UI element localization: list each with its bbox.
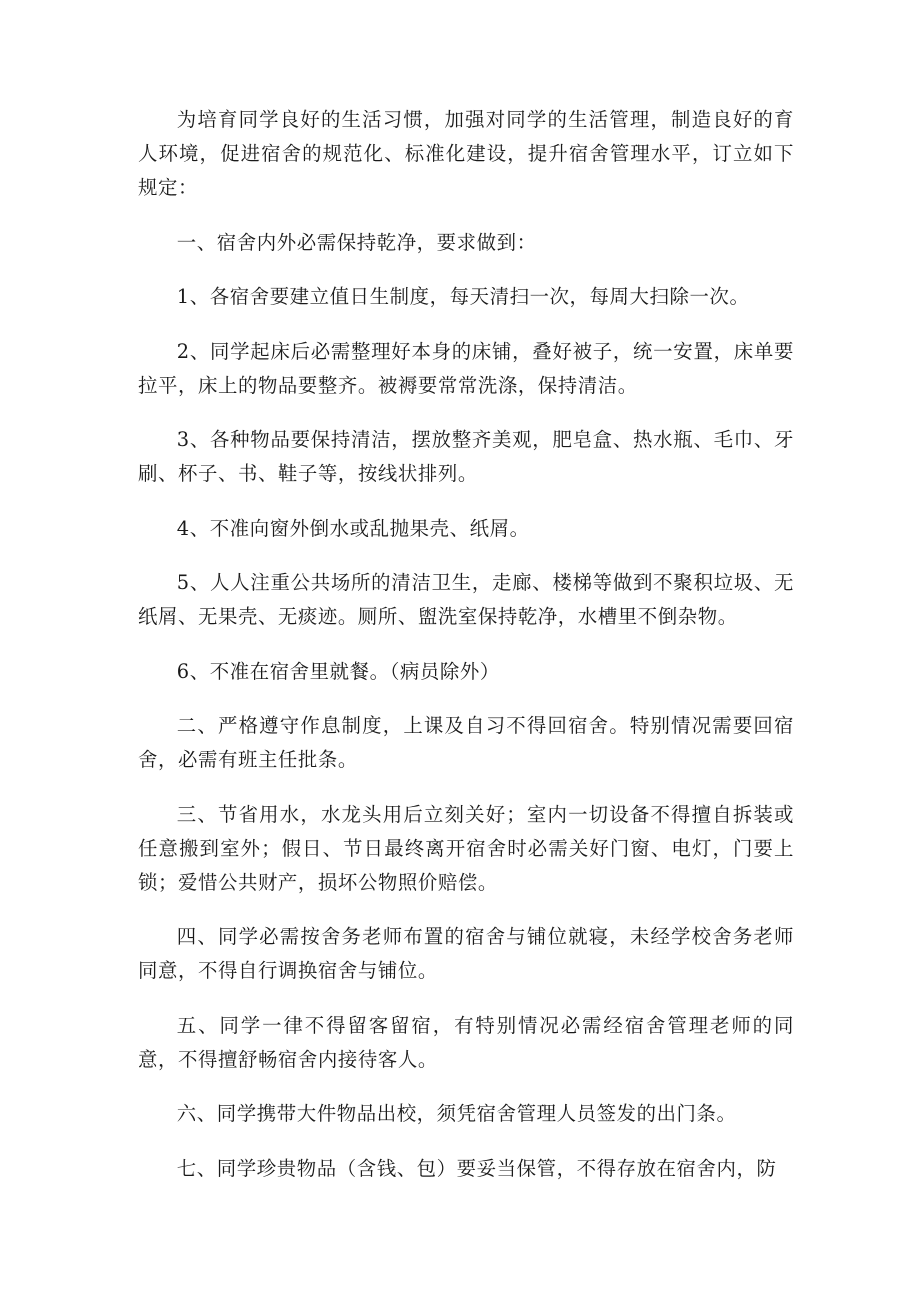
paragraph-item-6: 6、不准在宿舍里就餐。（病员除外） xyxy=(176,659,500,683)
paragraph-section-3: 三、节省用水，水龙头用后立刻关好；室内一切设备不得擅自拆装或任意搬到室外；假日、节日最终离开宿舍时必需关好门窗、电灯，门要上锁；爱惜公共财产，损坏公物照价赔偿。 xyxy=(138,802,794,894)
paragraph-section-2: 二、严格遵守作息制度，上课及自习不得回宿舍。特别情况需要回宿舍，必需有班主任批条。 xyxy=(138,714,794,771)
paragraph-item-5: 5、人人注重公共场所的清洁卫生，走廊、楼梯等做到不聚积垃圾、无纸屑、无果壳、无痰迹。厕所、盥洗室保持乾净，水槽里不倒杂物。 xyxy=(138,571,794,628)
paragraph-item-3: 3、各种物品要保持清洁，摆放整齐美观，肥皂盒、热水瓶、毛巾、牙刷、杯子、书、鞋子等，按线状排列。 xyxy=(138,428,794,485)
paragraph-section-6: 六、同学携带大件物品出校，须凭宿舍管理人员签发的出门条。 xyxy=(176,1102,737,1125)
paragraph-item-1: 1、各宿舍要建立值日生制度，每天清扫一次，每周大扫除一次。 xyxy=(176,285,750,308)
paragraph-section-7: 七、同学珍贵物品（含钱、包）要妥当保管，不得存放在宿舍内，防 xyxy=(176,1156,777,1180)
paragraph-section-5: 五、同学一律不得留客留宿，有特别情况必需经宿舍管理老师的同意，不得擅舒畅宿舍内接待客人。 xyxy=(138,1013,794,1071)
paragraph-section-1: 一、宿舍内外必需保持乾净，要求做到： xyxy=(176,230,537,254)
paragraph-item-4: 4、不准向窗外倒水或乱抛果壳、纸屑。 xyxy=(176,516,530,540)
paragraph-item-2: 2、同学起床后必需整理好本身的床铺，叠好被子，统一安置，床单要拉平，床上的物品要整齐。被褥要常常洗涤，保持清洁。 xyxy=(138,339,794,397)
paragraph-intro: 为培育同学良好的生活习惯，加强对同学的生活管理，制造良好的育人环境，促进宿舍的规范化、标准化建设，提升宿舍管理水平，订立如下规定： xyxy=(138,108,794,199)
regulation-text xyxy=(138,103,794,1186)
paragraph-section-4: 四、同学必需按舍务老师布置的宿舍与铺位就寝，未经学校舍务老师同意，不得自行调换宿舍与铺位。 xyxy=(138,925,794,982)
